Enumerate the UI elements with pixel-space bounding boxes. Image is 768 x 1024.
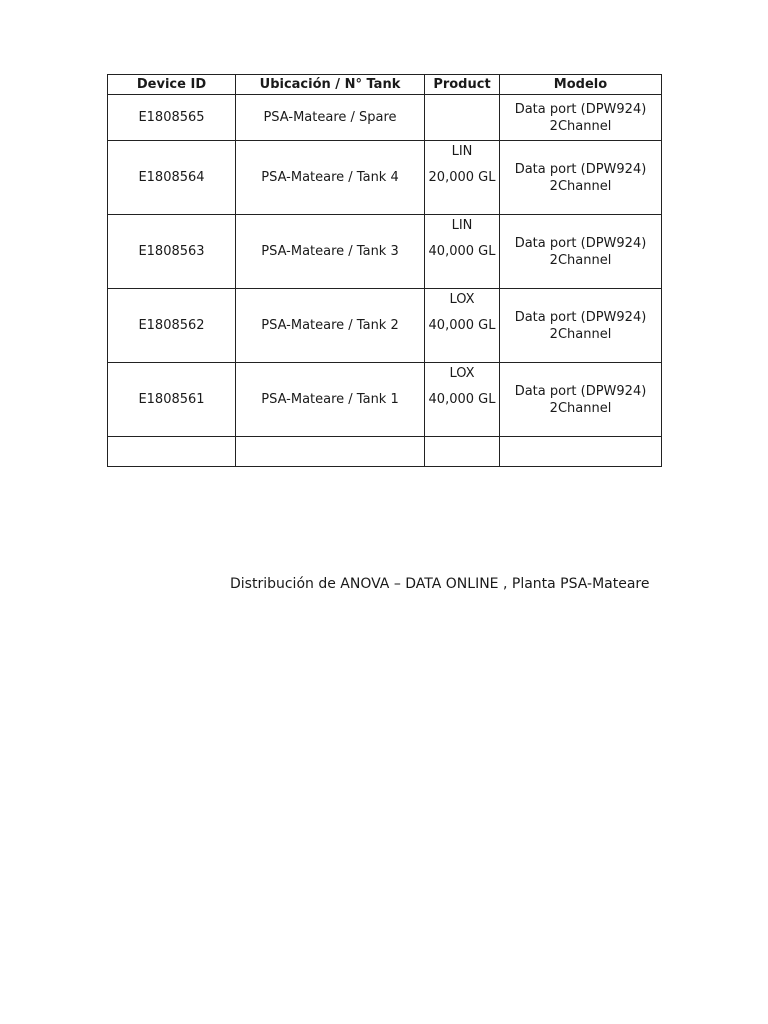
modelo-line2: 2Channel	[549, 118, 612, 134]
product-cell	[425, 95, 500, 141]
table-row	[108, 95, 662, 141]
ubicacion-cell: PSA-Mateare / Tank 2	[236, 289, 425, 363]
header-product: Product	[425, 75, 500, 95]
modelo-line2: 2Channel	[549, 400, 612, 416]
product-name: LIN	[451, 218, 473, 233]
header-device-id: Device ID	[108, 75, 236, 95]
table-row	[108, 289, 662, 363]
empty-cell	[236, 437, 425, 467]
table-row	[108, 363, 662, 437]
modelo-cell	[500, 141, 662, 215]
ubicacion-cell: PSA-Mateare / Tank 1	[236, 363, 425, 437]
product-cell	[425, 363, 500, 437]
empty-cell	[500, 437, 662, 467]
modelo-cell	[500, 289, 662, 363]
empty-cell	[108, 437, 236, 467]
modelo-line1: Data port (DPW924)	[514, 383, 647, 399]
table-row	[108, 141, 662, 215]
product-cell	[425, 215, 500, 289]
modelo-line1: Data port (DPW924)	[514, 161, 647, 177]
modelo-line1: Data port (DPW924)	[514, 101, 647, 117]
product-capacity: 40,000 GL	[428, 244, 496, 259]
product-cell	[425, 141, 500, 215]
device-table	[107, 74, 662, 467]
product-capacity: 20,000 GL	[428, 170, 496, 185]
device-id-cell: E1808564	[108, 141, 236, 215]
modelo-cell	[500, 363, 662, 437]
header-ubicacion: Ubicación / N° Tank	[236, 75, 425, 95]
product-capacity: 40,000 GL	[428, 318, 496, 333]
modelo-line2: 2Channel	[549, 326, 612, 342]
table-row	[108, 215, 662, 289]
device-id-cell: E1808562	[108, 289, 236, 363]
ubicacion-cell: PSA-Mateare / Tank 4	[236, 141, 425, 215]
empty-cell	[425, 437, 500, 467]
device-id-cell: E1808561	[108, 363, 236, 437]
modelo-cell	[500, 95, 662, 141]
product-name: LOX	[449, 366, 475, 381]
modelo-line2: 2Channel	[549, 252, 612, 268]
modelo-line1: Data port (DPW924)	[514, 235, 647, 251]
product-capacity: 40,000 GL	[428, 392, 496, 407]
product-name: LIN	[451, 144, 473, 159]
ubicacion-cell: PSA-Mateare / Spare	[236, 95, 425, 141]
document-caption: Distribución de ANOVA – DATA ONLINE , Planta PSA-Mateare	[230, 576, 650, 592]
product-cell	[425, 289, 500, 363]
device-id-cell: E1808565	[108, 95, 236, 141]
table-header-row	[108, 75, 662, 95]
ubicacion-cell: PSA-Mateare / Tank 3	[236, 215, 425, 289]
modelo-line2: 2Channel	[549, 178, 612, 194]
product-name: LOX	[449, 292, 475, 307]
device-id-cell: E1808563	[108, 215, 236, 289]
empty-table-row	[108, 437, 662, 467]
header-modelo: Modelo	[500, 75, 662, 95]
modelo-line1: Data port (DPW924)	[514, 309, 647, 325]
modelo-cell	[500, 215, 662, 289]
